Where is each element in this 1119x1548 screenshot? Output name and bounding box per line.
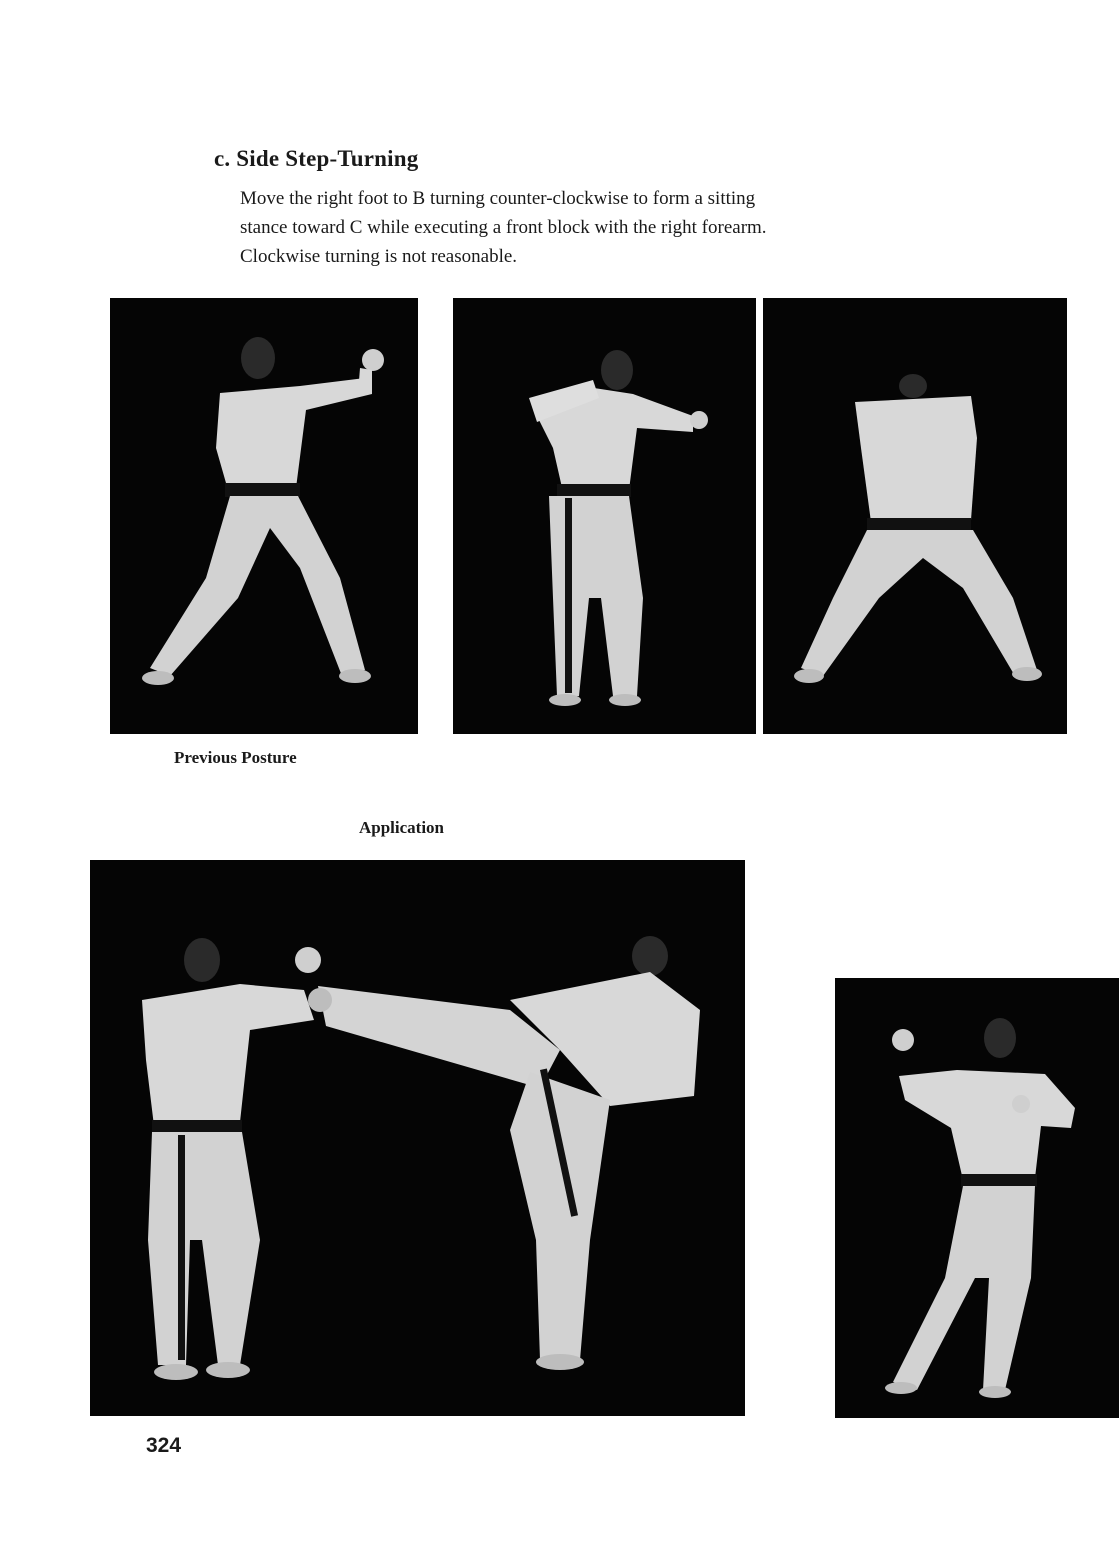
photo-turning-side <box>453 298 756 734</box>
section-heading: c. Side Step-Turning <box>214 146 419 171</box>
figure-back-view-icon <box>763 298 1067 734</box>
photo-back-view <box>763 298 1067 734</box>
figure-turning-icon <box>453 298 756 734</box>
photo-application-kick <box>90 860 745 1416</box>
body-line-2: stance toward C while executing a front block with the right forearm. <box>240 217 767 238</box>
figure-front-block-icon <box>835 978 1119 1418</box>
body-paragraph <box>240 184 1000 271</box>
caption-application: Application <box>359 818 445 837</box>
page-number: 324 <box>146 1434 182 1457</box>
figure-sparring-kick-icon <box>90 860 745 1416</box>
body-line-3: Clockwise turning is not reasonable. <box>240 246 518 267</box>
figure-ready-stance-icon <box>110 298 418 734</box>
photo-previous-posture <box>110 298 418 734</box>
caption-previous-posture: Previous Posture <box>174 748 297 767</box>
body-line-1: Move the right foot to B turning counter-clockwise to form a sitting <box>240 188 756 209</box>
photo-front-block <box>835 978 1119 1418</box>
